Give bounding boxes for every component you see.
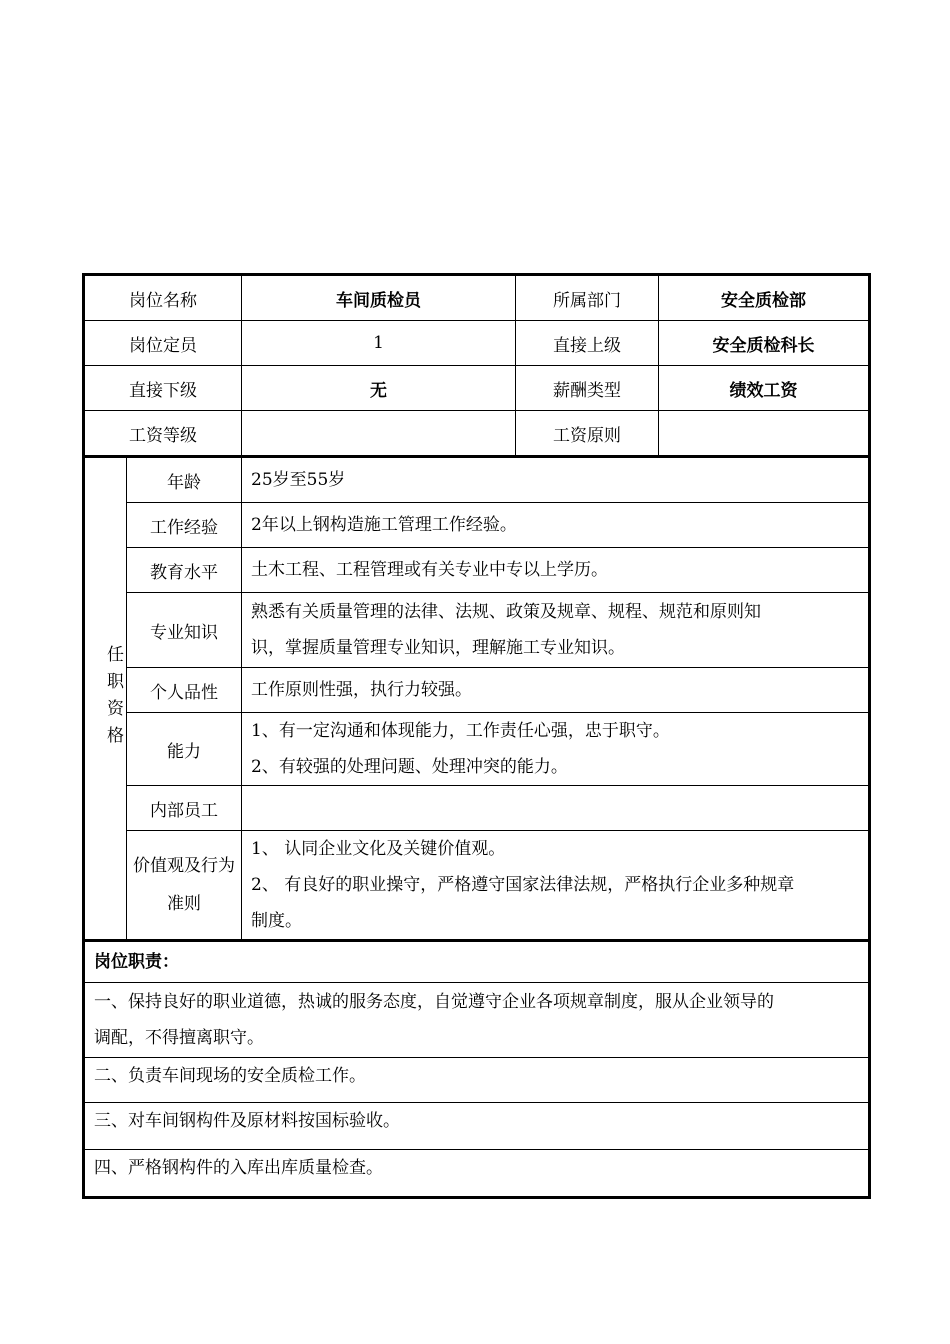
qualification-line: 2年以上钢构造施工管理工作经验。 <box>251 515 517 535</box>
duty-row <box>84 1058 870 1103</box>
qualification-value <box>242 831 870 941</box>
duty-row <box>84 1150 870 1198</box>
qualification-row <box>84 593 870 668</box>
header-label: 工资原则 <box>516 411 659 457</box>
header-value: 安全质检部 <box>659 275 870 321</box>
qualification-label: 教育水平 <box>127 548 242 593</box>
qualification-label: 专业知识 <box>127 593 242 668</box>
qualification-label <box>127 831 242 941</box>
header-value <box>659 411 870 457</box>
qualification-line: 1、 认同企业文化及关键价值观。 <box>251 839 506 859</box>
qualification-value <box>242 786 870 831</box>
qualification-row <box>84 786 870 831</box>
qualification-line: 熟悉有关质量管理的法律、法规、政策及规章、规程、规范和原则知 <box>251 602 761 622</box>
qualification-section-label: 任职资格 <box>84 457 127 941</box>
qualification-line: 识，掌握质量管理专业知识，理解施工专业知识。 <box>251 638 625 658</box>
qualification-label: 内部员工 <box>127 786 242 831</box>
duty-item <box>84 983 870 1058</box>
duty-item <box>84 1103 870 1150</box>
duty-item <box>84 1150 870 1198</box>
qualification-row <box>84 713 870 786</box>
header-value: 绩效工资 <box>659 366 870 411</box>
header-value: 无 <box>242 366 516 411</box>
duty-row <box>84 983 870 1058</box>
header-label: 直接下级 <box>84 366 242 411</box>
duty-line: 二、负责车间现场的安全质检工作。 <box>94 1066 366 1086</box>
qualification-value <box>242 503 870 548</box>
job-description-form <box>82 273 868 1199</box>
header-label: 岗位定员 <box>84 321 242 366</box>
qualification-row <box>84 503 870 548</box>
header-row <box>84 411 870 457</box>
duty-row <box>84 1103 870 1150</box>
qualification-line: 1、有一定沟通和体现能力，工作责任心强，忠于职守。 <box>251 721 670 741</box>
qualification-value <box>242 668 870 713</box>
qualification-line: 工作原则性强，执行力较强。 <box>251 680 472 700</box>
header-label: 薪酬类型 <box>516 366 659 411</box>
header-label: 岗位名称 <box>84 275 242 321</box>
header-value: 1 <box>242 321 516 366</box>
duties-title-row <box>84 941 870 983</box>
qualification-value <box>242 457 870 503</box>
qualification-label: 工作经验 <box>127 503 242 548</box>
qualification-value <box>242 548 870 593</box>
qualification-label: 个人品性 <box>127 668 242 713</box>
header-row <box>84 366 870 411</box>
header-label: 直接上级 <box>516 321 659 366</box>
header-row <box>84 321 870 366</box>
qualification-value <box>242 593 870 668</box>
qualification-label-text: 价值观及行为准则 <box>133 856 235 914</box>
qualification-row <box>84 831 870 941</box>
duty-line: 四、严格钢构件的入库出库质量检查。 <box>94 1158 383 1178</box>
qualification-line: 土木工程、工程管理或有关专业中专以上学历。 <box>251 560 608 580</box>
duty-item <box>84 1058 870 1103</box>
header-label: 工资等级 <box>84 411 242 457</box>
qualification-label: 能力 <box>127 713 242 786</box>
header-label: 所属部门 <box>516 275 659 321</box>
duty-line: 调配，不得擅离职守。 <box>94 1028 264 1048</box>
duties-title: 岗位职责： <box>84 941 870 983</box>
duty-line: 一、保持良好的职业道德，热诚的服务态度，自觉遵守企业各项规章制度，服从企业领导的 <box>94 992 774 1012</box>
duty-line: 三、对车间钢构件及原材料按国标验收。 <box>94 1111 400 1131</box>
qualification-row <box>84 457 870 503</box>
qualification-row <box>84 668 870 713</box>
qualification-line: 制度。 <box>251 911 302 931</box>
qualification-line: 25岁至55岁 <box>251 470 346 490</box>
header-row <box>84 275 870 321</box>
job-table <box>82 273 871 1199</box>
qualification-row <box>84 548 870 593</box>
qualification-line: 2、 有良好的职业操守，严格遵守国家法律法规，严格执行企业多种规章 <box>251 875 795 895</box>
qualification-value <box>242 713 870 786</box>
header-value: 安全质检科长 <box>659 321 870 366</box>
qualification-line: 2、有较强的处理问题、处理冲突的能力。 <box>251 757 568 777</box>
header-value: 车间质检员 <box>242 275 516 321</box>
header-value <box>242 411 516 457</box>
qualification-label: 年龄 <box>127 457 242 503</box>
